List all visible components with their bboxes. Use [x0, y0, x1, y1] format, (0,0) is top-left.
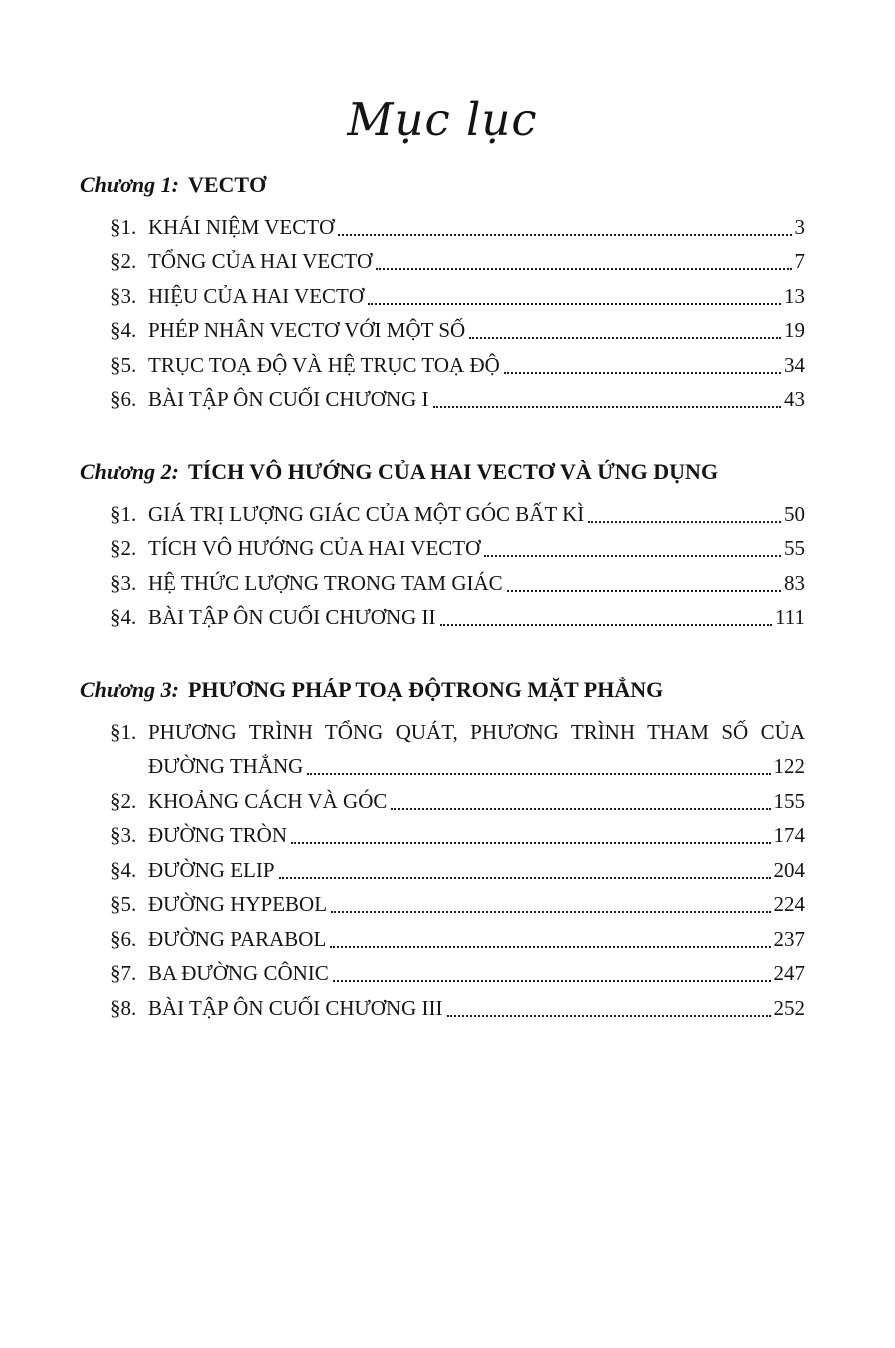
toc-entry — [80, 244, 805, 279]
entry-body — [148, 600, 805, 635]
entry-page: 122 — [773, 754, 805, 779]
dot-leader — [391, 784, 770, 810]
entry-number: §2. — [110, 788, 137, 813]
entry-number: §2. — [110, 249, 137, 274]
entry-page: 155 — [773, 788, 805, 813]
entry-title: TỔNG CỦA HAI VECTƠ — [148, 249, 373, 274]
entry-page: 224 — [773, 892, 805, 917]
entry-title: BA ĐƯỜNG CÔNIC — [148, 961, 329, 986]
entry-title: KHÁI NIỆM VECTƠ — [148, 214, 335, 239]
entry-title: HIỆU CỦA HAI VECTƠ — [148, 283, 365, 308]
entry-title-line2: ĐƯỜNG THẲNG — [148, 754, 304, 779]
entry-body — [148, 956, 805, 991]
entry-body — [148, 382, 805, 417]
entry-number: §1. — [110, 214, 137, 239]
toc-entry — [80, 497, 805, 532]
entry-title: ĐƯỜNG PARABOL — [148, 926, 327, 951]
chapter-1 — [80, 170, 805, 417]
entry-page: 83 — [784, 570, 805, 595]
entry-number: §7. — [110, 961, 137, 986]
toc-entry — [80, 279, 805, 314]
entry-title: TÍCH VÔ HƯỚNG CỦA HAI VECTƠ — [148, 536, 481, 561]
entry-body — [148, 784, 805, 819]
chapter-2 — [80, 457, 805, 635]
entry-body — [148, 348, 805, 383]
dot-leader — [279, 853, 771, 879]
entry-title: ĐƯỜNG HYPEBOL — [148, 892, 328, 917]
toc-entry — [80, 715, 805, 784]
chapter-entries — [80, 497, 805, 635]
entry-number: §8. — [110, 995, 137, 1020]
entry-number: §5. — [110, 352, 137, 377]
chapter-heading — [80, 457, 805, 487]
toc-entry — [80, 210, 805, 245]
entry-body — [148, 497, 805, 532]
toc-entry — [80, 922, 805, 957]
chapter-label: Chương 2: — [80, 458, 179, 484]
entry-page: 34 — [784, 352, 805, 377]
page-title: Mục lục — [347, 93, 538, 146]
chapter-title: TÍCH VÔ HƯỚNG CỦA HAI VECTƠ VÀ ỨNG DỤNG — [187, 458, 719, 484]
chapter-label: Chương 1: — [80, 171, 179, 197]
entry-body — [148, 853, 805, 888]
entry-number: §4. — [110, 318, 137, 343]
entry-number: §4. — [110, 605, 137, 630]
toc-entry — [80, 784, 805, 819]
entry-page: 43 — [784, 387, 805, 412]
toc-entry — [80, 991, 805, 1026]
entry-body — [148, 922, 805, 957]
dot-leader — [376, 244, 791, 270]
chapter-entries — [80, 210, 805, 417]
entry-body — [148, 210, 805, 245]
toc-entry — [80, 313, 805, 348]
entry-page: 55 — [784, 536, 805, 561]
dot-leader — [368, 279, 781, 305]
dot-leader — [440, 600, 773, 626]
dot-leader — [307, 749, 770, 775]
entry-body — [148, 818, 805, 853]
entry-page: 50 — [784, 501, 805, 526]
entry-page: 204 — [773, 857, 805, 882]
entry-page: 174 — [773, 823, 805, 848]
entry-title: BÀI TẬP ÔN CUỐI CHƯƠNG III — [148, 995, 443, 1020]
entry-number: §2. — [110, 536, 137, 561]
toc-chapters — [80, 170, 805, 1026]
entry-number: §1. — [110, 501, 137, 526]
entry-page: 252 — [773, 995, 805, 1020]
toc-entry — [80, 600, 805, 635]
dot-leader — [333, 956, 771, 982]
entry-title: PHÉP NHÂN VECTƠ VỚI MỘT SỐ — [148, 318, 466, 343]
entry-title: GIÁ TRỊ LƯỢNG GIÁC CỦA MỘT GÓC BẤT KÌ — [148, 501, 585, 526]
dot-leader — [469, 313, 781, 339]
entry-page: 19 — [784, 318, 805, 343]
entry-number: §3. — [110, 283, 137, 308]
entry-title-line2-row — [148, 749, 805, 784]
toc-entry — [80, 853, 805, 888]
entry-title: BÀI TẬP ÔN CUỐI CHƯƠNG II — [148, 605, 436, 630]
dot-leader — [447, 991, 771, 1017]
entry-page: 7 — [794, 249, 805, 274]
chapter-label: Chương 3: — [80, 676, 179, 702]
toc-entry — [80, 382, 805, 417]
chapter-3 — [80, 675, 805, 1026]
entry-title: ĐƯỜNG ELIP — [148, 857, 275, 882]
entry-title: ĐƯỜNG TRÒN — [148, 823, 287, 848]
toc-entry — [80, 531, 805, 566]
dot-leader — [507, 566, 781, 592]
entry-body — [148, 313, 805, 348]
dot-leader — [588, 497, 781, 523]
chapter-title: VECTƠ — [187, 171, 267, 197]
entry-body — [148, 887, 805, 922]
entry-page: 247 — [773, 961, 805, 986]
entry-number: §6. — [110, 387, 137, 412]
entry-page: 3 — [794, 214, 805, 239]
toc-entry — [80, 956, 805, 991]
entry-number: §1. — [110, 719, 137, 744]
entry-title: TRỤC TOẠ ĐỘ VÀ HỆ TRỤC TOẠ ĐỘ — [148, 352, 500, 377]
entry-page: 237 — [773, 926, 805, 951]
entry-number: §6. — [110, 926, 137, 951]
entry-title-line1: PHƯƠNG TRÌNH TỔNG QUÁT, PHƯƠNG TRÌNH THAM SỐ CỦA — [148, 719, 805, 744]
entry-number: §3. — [110, 823, 137, 848]
toc-entry — [80, 348, 805, 383]
entry-page: 111 — [775, 605, 805, 630]
entry-number: §5. — [110, 892, 137, 917]
dot-leader — [291, 818, 771, 844]
entry-title: HỆ THỨC LƯỢNG TRONG TAM GIÁC — [148, 570, 503, 595]
dot-leader — [504, 348, 781, 374]
chapter-entries — [80, 715, 805, 1026]
chapter-title: PHƯƠNG PHÁP TOẠ ĐỘTRONG MẶT PHẲNG — [187, 676, 664, 702]
entry-title: KHOẢNG CÁCH VÀ GÓC — [148, 788, 388, 813]
entry-body — [148, 279, 805, 314]
entry-body — [148, 244, 805, 279]
chapter-heading — [80, 170, 805, 200]
entry-body — [148, 531, 805, 566]
entry-body — [148, 991, 805, 1026]
entry-body — [148, 715, 805, 784]
toc-entry — [80, 818, 805, 853]
dot-leader — [433, 382, 781, 408]
entry-body — [148, 566, 805, 601]
dot-leader — [484, 531, 781, 557]
chapter-heading — [80, 675, 805, 705]
toc-entry — [80, 887, 805, 922]
dot-leader — [338, 210, 791, 236]
entry-number: §4. — [110, 857, 137, 882]
entry-page: 13 — [784, 283, 805, 308]
entry-title: BÀI TẬP ÔN CUỐI CHƯƠNG I — [148, 387, 429, 412]
dot-leader — [330, 922, 770, 948]
toc-entry — [80, 566, 805, 601]
entry-number: §3. — [110, 570, 137, 595]
dot-leader — [331, 887, 770, 913]
